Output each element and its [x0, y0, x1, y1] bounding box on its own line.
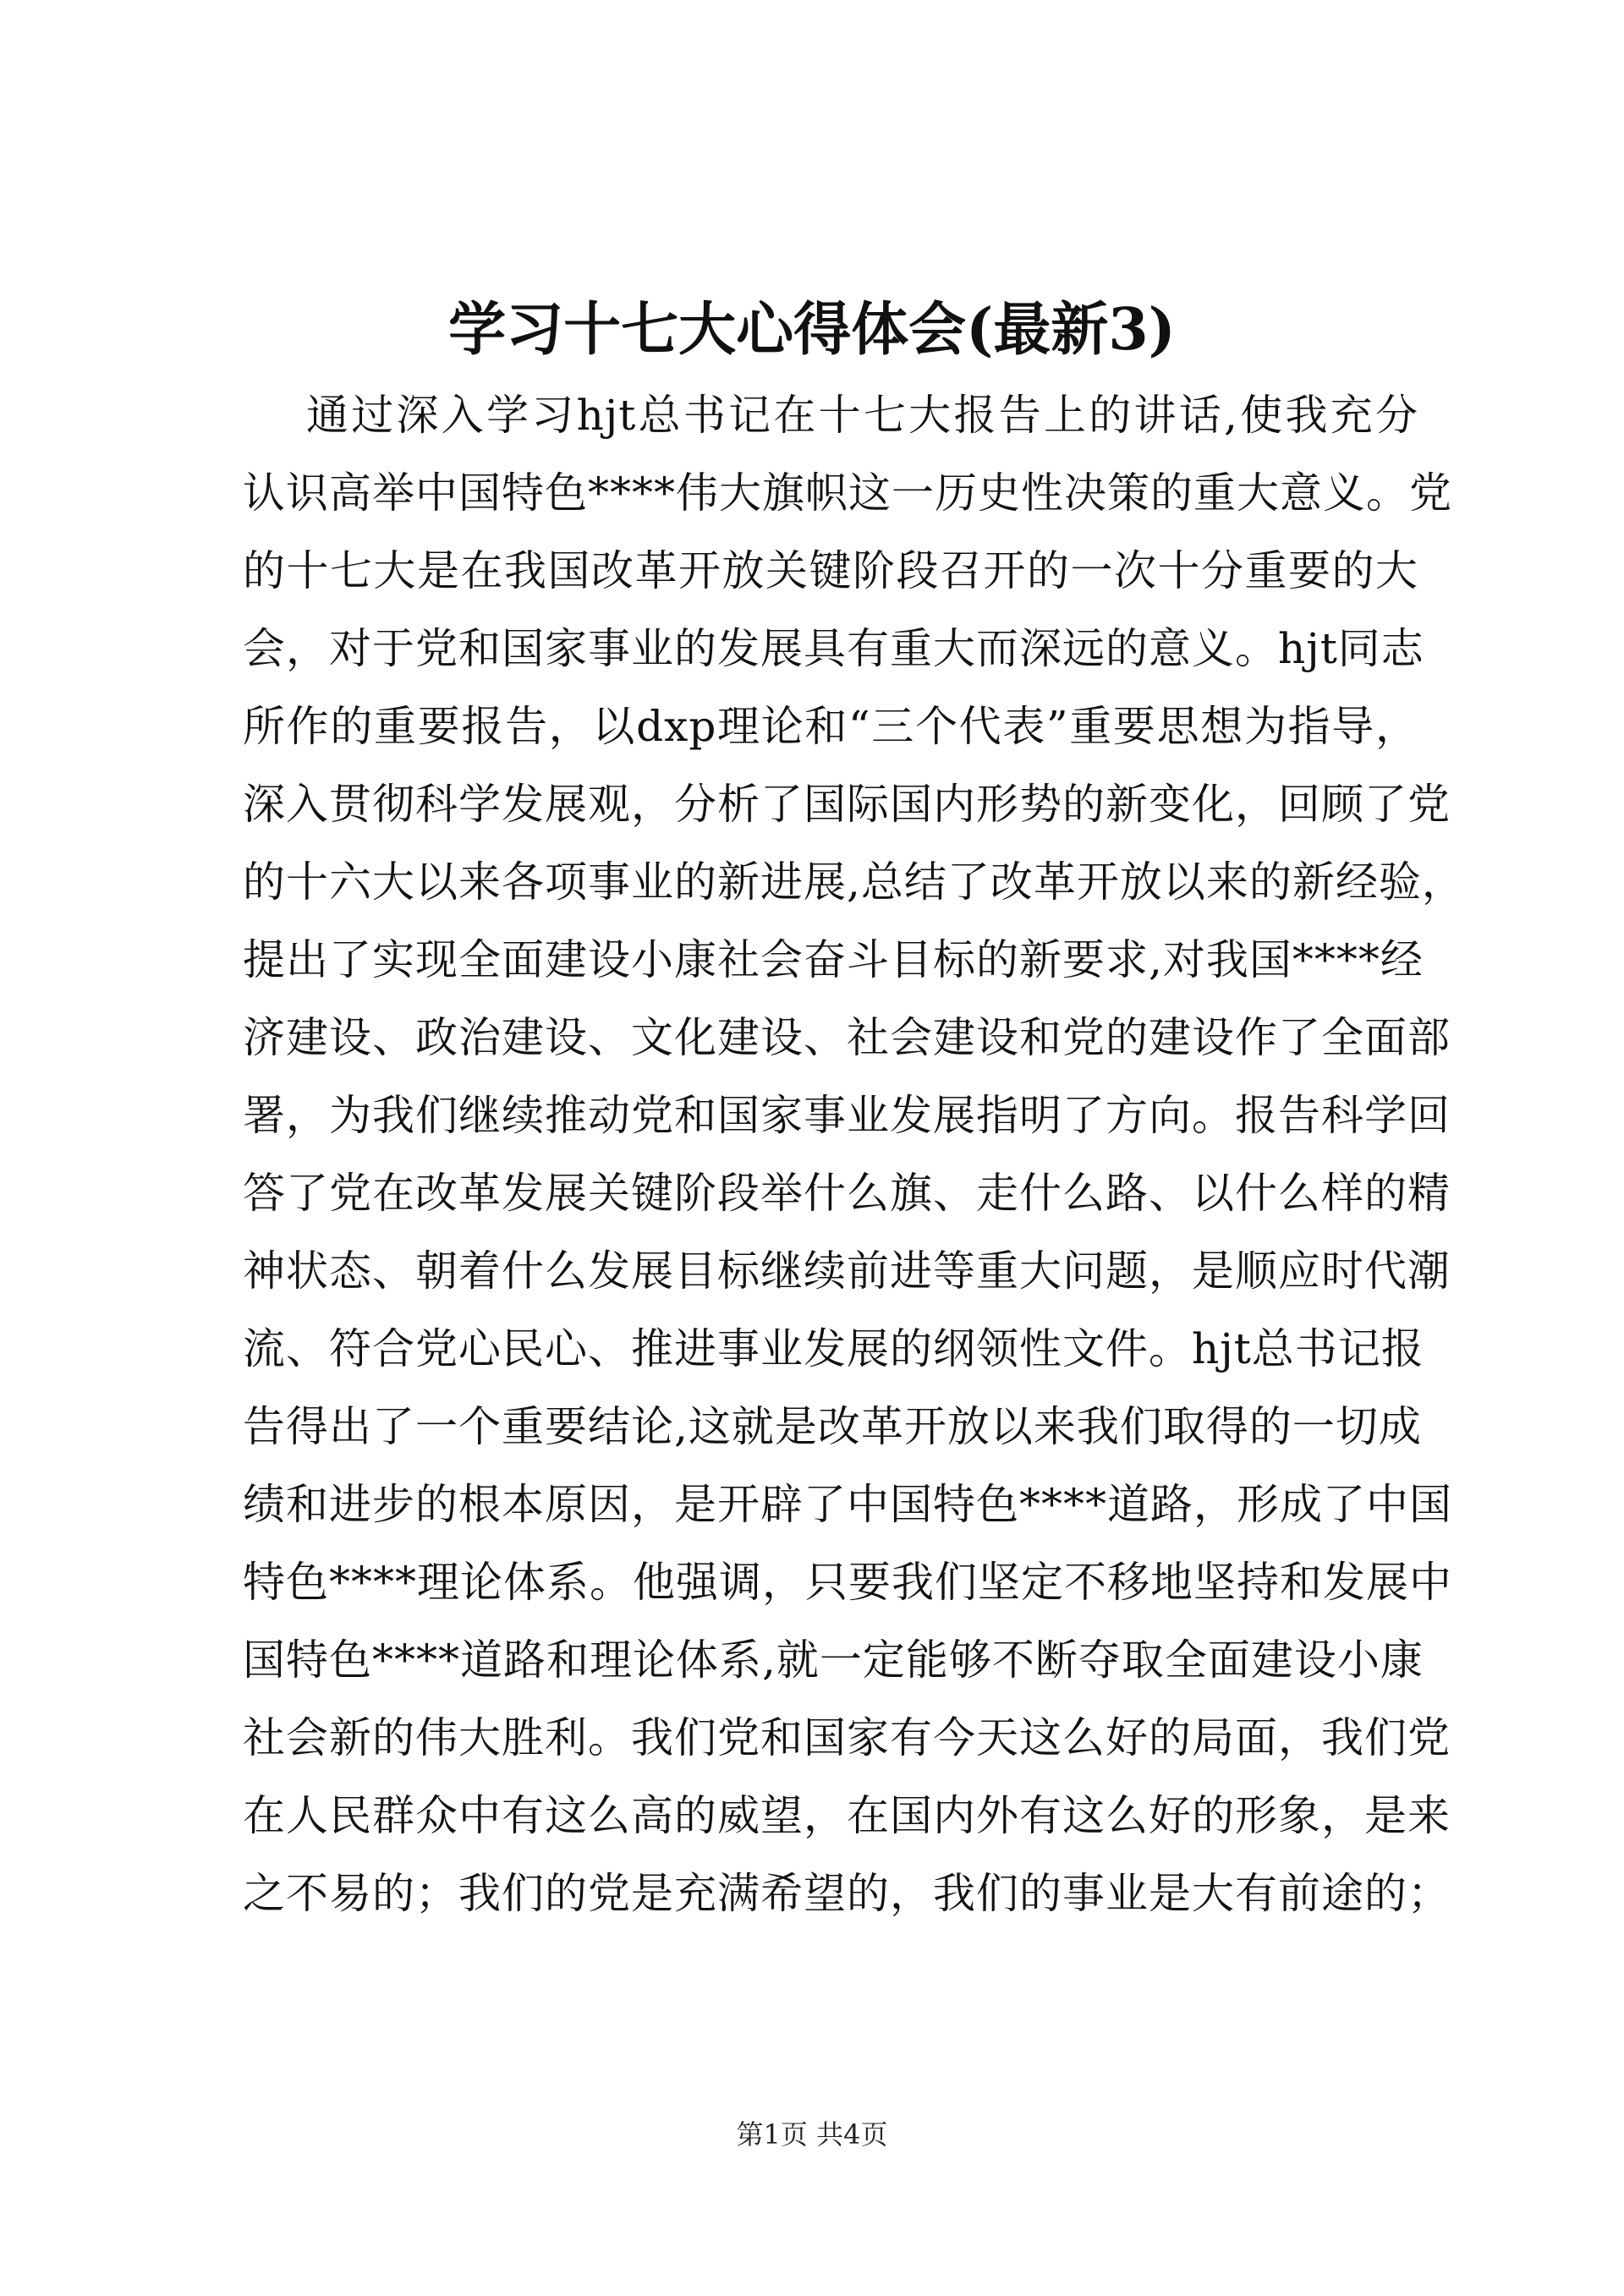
paragraph-line: 提出了实现全面建设小康社会奋斗目标的新要求,对我国****经: [243, 935, 1424, 984]
paragraph-line: 会，对于党和国家事业的发展具有重大而深远的意义。hjt同志: [243, 624, 1424, 673]
paragraph-line: 济建设、政治建设、文化建设、社会建设和党的建设作了全面部: [243, 1013, 1451, 1062]
paragraph-line: 的十七大是在我国改革开放关键阶段召开的一次十分重要的大: [243, 546, 1418, 595]
paragraph-line: 告得出了一个重要结论,这就是改革开放以来我们取得的一切成: [243, 1402, 1422, 1451]
body-paragraph: [243, 376, 1465, 1932]
paragraph-line: 社会新的伟大胜利。我们党和国家有今天这么好的局面，我们党: [243, 1713, 1451, 1762]
document-title: 学习十七大心得体会(最新3): [448, 296, 1176, 364]
paragraph-line: 答了党在改革发展关键阶段举什么旗、走什么路、以什么样的精: [243, 1169, 1451, 1218]
paragraph-line: 署，为我们继续推动党和国家事业发展指明了方向。报告科学回: [243, 1091, 1451, 1140]
paragraph-line: 之不易的；我们的党是充满希望的，我们的事业是大有前途的；: [243, 1869, 1451, 1918]
paragraph-line: 认识高举中国特色****伟大旗帜这一历史性决策的重大意义。党: [243, 469, 1452, 518]
paragraph-line: 神状态、朝着什么发展目标继续前进等重大问题，是顺应时代潮: [243, 1247, 1451, 1296]
paragraph-line: 绩和进步的根本原因，是开辟了中国特色****道路，形成了中国: [243, 1480, 1452, 1529]
paragraph-line: 的十六大以来各项事业的新进展,总结了改革开放以来的新经验，: [243, 858, 1465, 907]
paragraph-line: 特色****理论体系。他强调，只要我们坚定不移地坚持和发展中: [243, 1558, 1452, 1607]
paragraph-line: 国特色****道路和理论体系,就一定能够不断夺取全面建设小康: [243, 1636, 1424, 1685]
page-number-footer: 第1页 共4页: [736, 2118, 888, 2151]
paragraph-line: 通过深入学习hjt总书记在十七大报告上的讲话,使我充分: [306, 391, 1418, 440]
paragraph-line: 深入贯彻科学发展观，分析了国际国内形势的新变化，回顾了党: [243, 780, 1451, 829]
paragraph-line: 所作的重要报告，以dxp理论和“三个代表”重要思想为指导，: [243, 702, 1418, 751]
paragraph-line: 流、符合党心民心、推进事业发展的纲领性文件。hjt总书记报: [243, 1324, 1424, 1373]
paragraph-line: 在人民群众中有这么高的威望，在国内外有这么好的形象，是来: [243, 1791, 1451, 1840]
